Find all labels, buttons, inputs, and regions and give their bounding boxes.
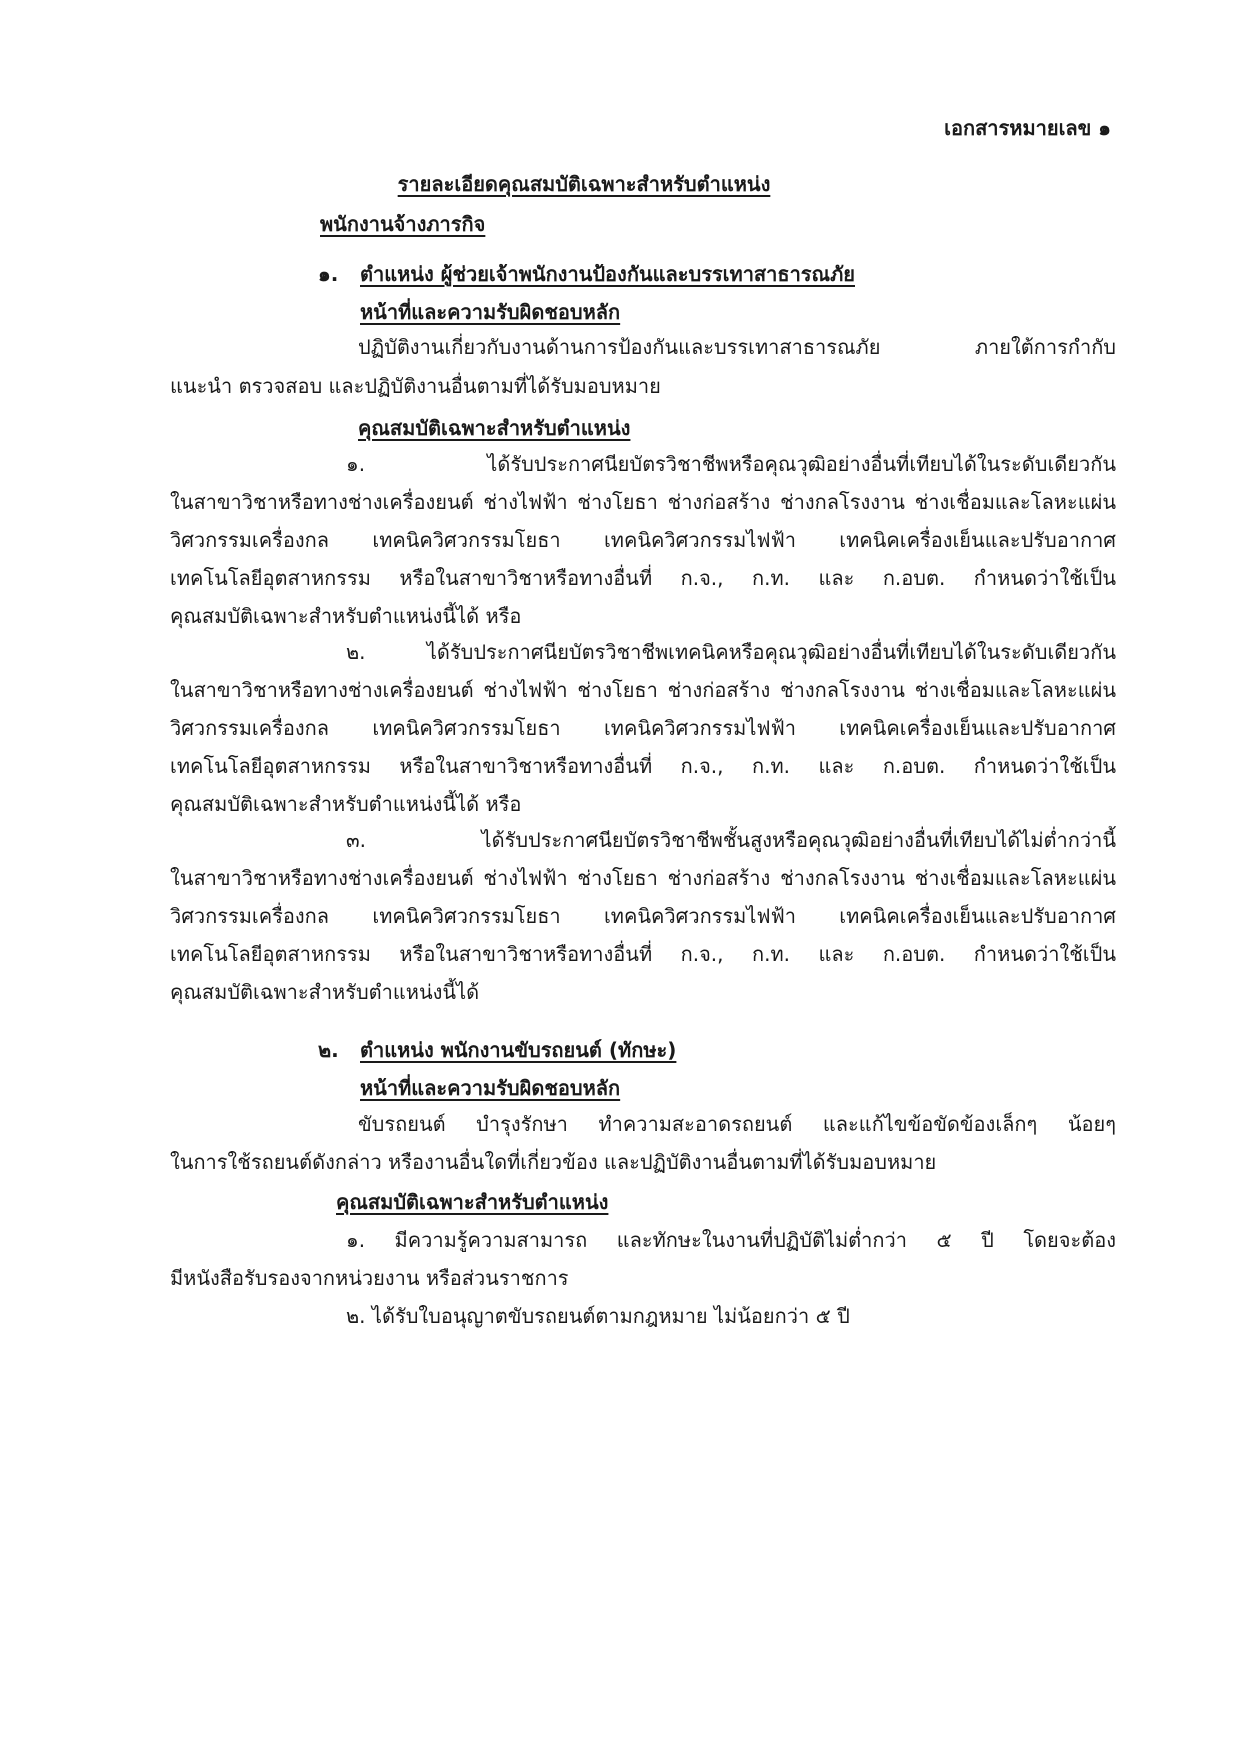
section-1-qualification-3-line-2: ในสาขาวิชาหรือทางช่างเครื่องยนต์ ช่างไฟฟ้า ช่างโยธา ช่างก่อสร้าง ช่างกลโรงงาน ช่างเชื่อมและโลหะแผ่น — [170, 866, 1116, 890]
section-1-qualification-2-line-4: เทคโนโลยีอุตสาหกรรม หรือในสาขาวิชาหรือทางอื่นที่ ก.จ., ก.ท. และ ก.อบต. กำหนดว่าใช้เป็น — [170, 754, 1116, 778]
document-title: รายละเอียดคุณสมบัติเฉพาะสำหรับตำแหน่ง — [397, 172, 771, 196]
section-1-qualification-1-line-4: เทคโนโลยีอุตสาหกรรม หรือในสาขาวิชาหรือทางอื่นที่ ก.จ., ก.ท. และ ก.อบต. กำหนดว่าใช้เป็น — [170, 566, 1116, 590]
section-1-qualification-3-line-4: เทคโนโลยีอุตสาหกรรม หรือในสาขาวิชาหรือทางอื่นที่ ก.จ., ก.ท. และ ก.อบต. กำหนดว่าใช้เป็น — [170, 942, 1116, 966]
section-2-duties-line-2: ในการใช้รถยนต์ดังกล่าว หรืองานอื่นใดที่เกี่ยวข้อง และปฏิบัติงานอื่นตามที่ได้รับมอบหมาย — [170, 1150, 937, 1174]
section-2-qualification-2-line-1: ๒. ได้รับใบอนุญาตขับรถยนต์ตามกฎหมาย ไม่น้อยกว่า ๕ ปี — [346, 1304, 850, 1328]
section-2-heading: ตำแหน่ง พนักงานขับรถยนต์ (ทักษะ) — [360, 1038, 677, 1062]
section-1-qualification-1-line-3: วิศวกรรมเครื่องกล เทคนิควิศวกรรมโยธา เทคนิควิศวกรรมไฟฟ้า เทคนิคเครื่องเย็นและปรับอากาศ — [170, 528, 1116, 552]
section-2-qualifications-heading: คุณสมบัติเฉพาะสำหรับตำแหน่ง — [336, 1190, 609, 1214]
section-1-number: ๑. — [318, 262, 339, 286]
section-1-qualification-1-line-5: คุณสมบัติเฉพาะสำหรับตำแหน่งนี้ได้ หรือ — [170, 604, 522, 628]
section-1-qualification-2-line-1: ๒. ได้รับประกาศนียบัตรวิชาชีพเทคนิคหรือคุณวุฒิอย่างอื่นที่เทียบได้ในระดับเดียวกัน — [346, 640, 1116, 664]
section-1-qualification-2-line-5: คุณสมบัติเฉพาะสำหรับตำแหน่งนี้ได้ หรือ — [170, 792, 522, 816]
document-number: เอกสารหมายเลข ๑ — [944, 116, 1111, 140]
section-1-heading: ตำแหน่ง ผู้ช่วยเจ้าพนักงานป้องกันและบรรเทาสาธารณภัย — [360, 262, 855, 286]
section-1-qualification-2-line-2: ในสาขาวิชาหรือทางช่างเครื่องยนต์ ช่างไฟฟ้า ช่างโยธา ช่างก่อสร้าง ช่างกลโรงงาน ช่างเชื่อมและโลหะแผ่น — [170, 678, 1116, 702]
section-2-qualification-1-line-1: ๑. มีความรู้ความสามารถ และทักษะในงานที่ปฏิบัติไม่ต่ำกว่า ๕ ปี โดยจะต้อง — [346, 1228, 1116, 1252]
section-1-duties-heading: หน้าที่และความรับผิดชอบหลัก — [360, 300, 621, 324]
section-2-duties-line-1: ขับรถยนต์ บำรุงรักษา ทำความสะอาดรถยนต์ และแก้ไขข้อขัดข้องเล็กๆ น้อยๆ — [358, 1112, 1116, 1136]
section-1-qualification-3-line-1: ๓. ได้รับประกาศนียบัตรวิชาชีพชั้นสูงหรือคุณวุฒิอย่างอื่นที่เทียบได้ไม่ต่ำกว่านี้ — [346, 828, 1116, 852]
document-subtitle: พนักงานจ้างภารกิจ — [320, 212, 486, 236]
section-2-qualification-1-line-2: มีหนังสือรับรองจากหน่วยงาน หรือส่วนราชการ — [170, 1266, 569, 1290]
section-1-qualification-2-line-3: วิศวกรรมเครื่องกล เทคนิควิศวกรรมโยธา เทคนิควิศวกรรมไฟฟ้า เทคนิคเครื่องเย็นและปรับอากาศ — [170, 716, 1116, 740]
section-1-qualification-3-line-5: คุณสมบัติเฉพาะสำหรับตำแหน่งนี้ได้ — [170, 980, 480, 1004]
section-1-qualification-3-line-3: วิศวกรรมเครื่องกล เทคนิควิศวกรรมโยธา เทคนิควิศวกรรมไฟฟ้า เทคนิคเครื่องเย็นและปรับอากาศ — [170, 904, 1116, 928]
section-1-duties-line-2: แนะนำ ตรวจสอบ และปฏิบัติงานอื่นตามที่ได้รับมอบหมาย — [170, 374, 661, 398]
section-1-qualification-1-line-2: ในสาขาวิชาหรือทางช่างเครื่องยนต์ ช่างไฟฟ้า ช่างโยธา ช่างก่อสร้าง ช่างกลโรงงาน ช่างเชื่อมและโลหะแผ่น — [170, 490, 1116, 514]
section-2-number: ๒. — [318, 1038, 339, 1062]
section-1-qualifications-heading: คุณสมบัติเฉพาะสำหรับตำแหน่ง — [358, 416, 631, 440]
section-1-qualification-1-line-1: ๑. ได้รับประกาศนียบัตรวิชาชีพหรือคุณวุฒิอย่างอื่นที่เทียบได้ในระดับเดียวกัน — [346, 452, 1116, 476]
section-2-duties-heading: หน้าที่และความรับผิดชอบหลัก — [360, 1076, 621, 1100]
section-1-duties-line-1: ปฏิบัติงานเกี่ยวกับงานด้านการป้องกันและบรรเทาสาธารณภัย ภายใต้การกำกับ — [358, 335, 1116, 359]
